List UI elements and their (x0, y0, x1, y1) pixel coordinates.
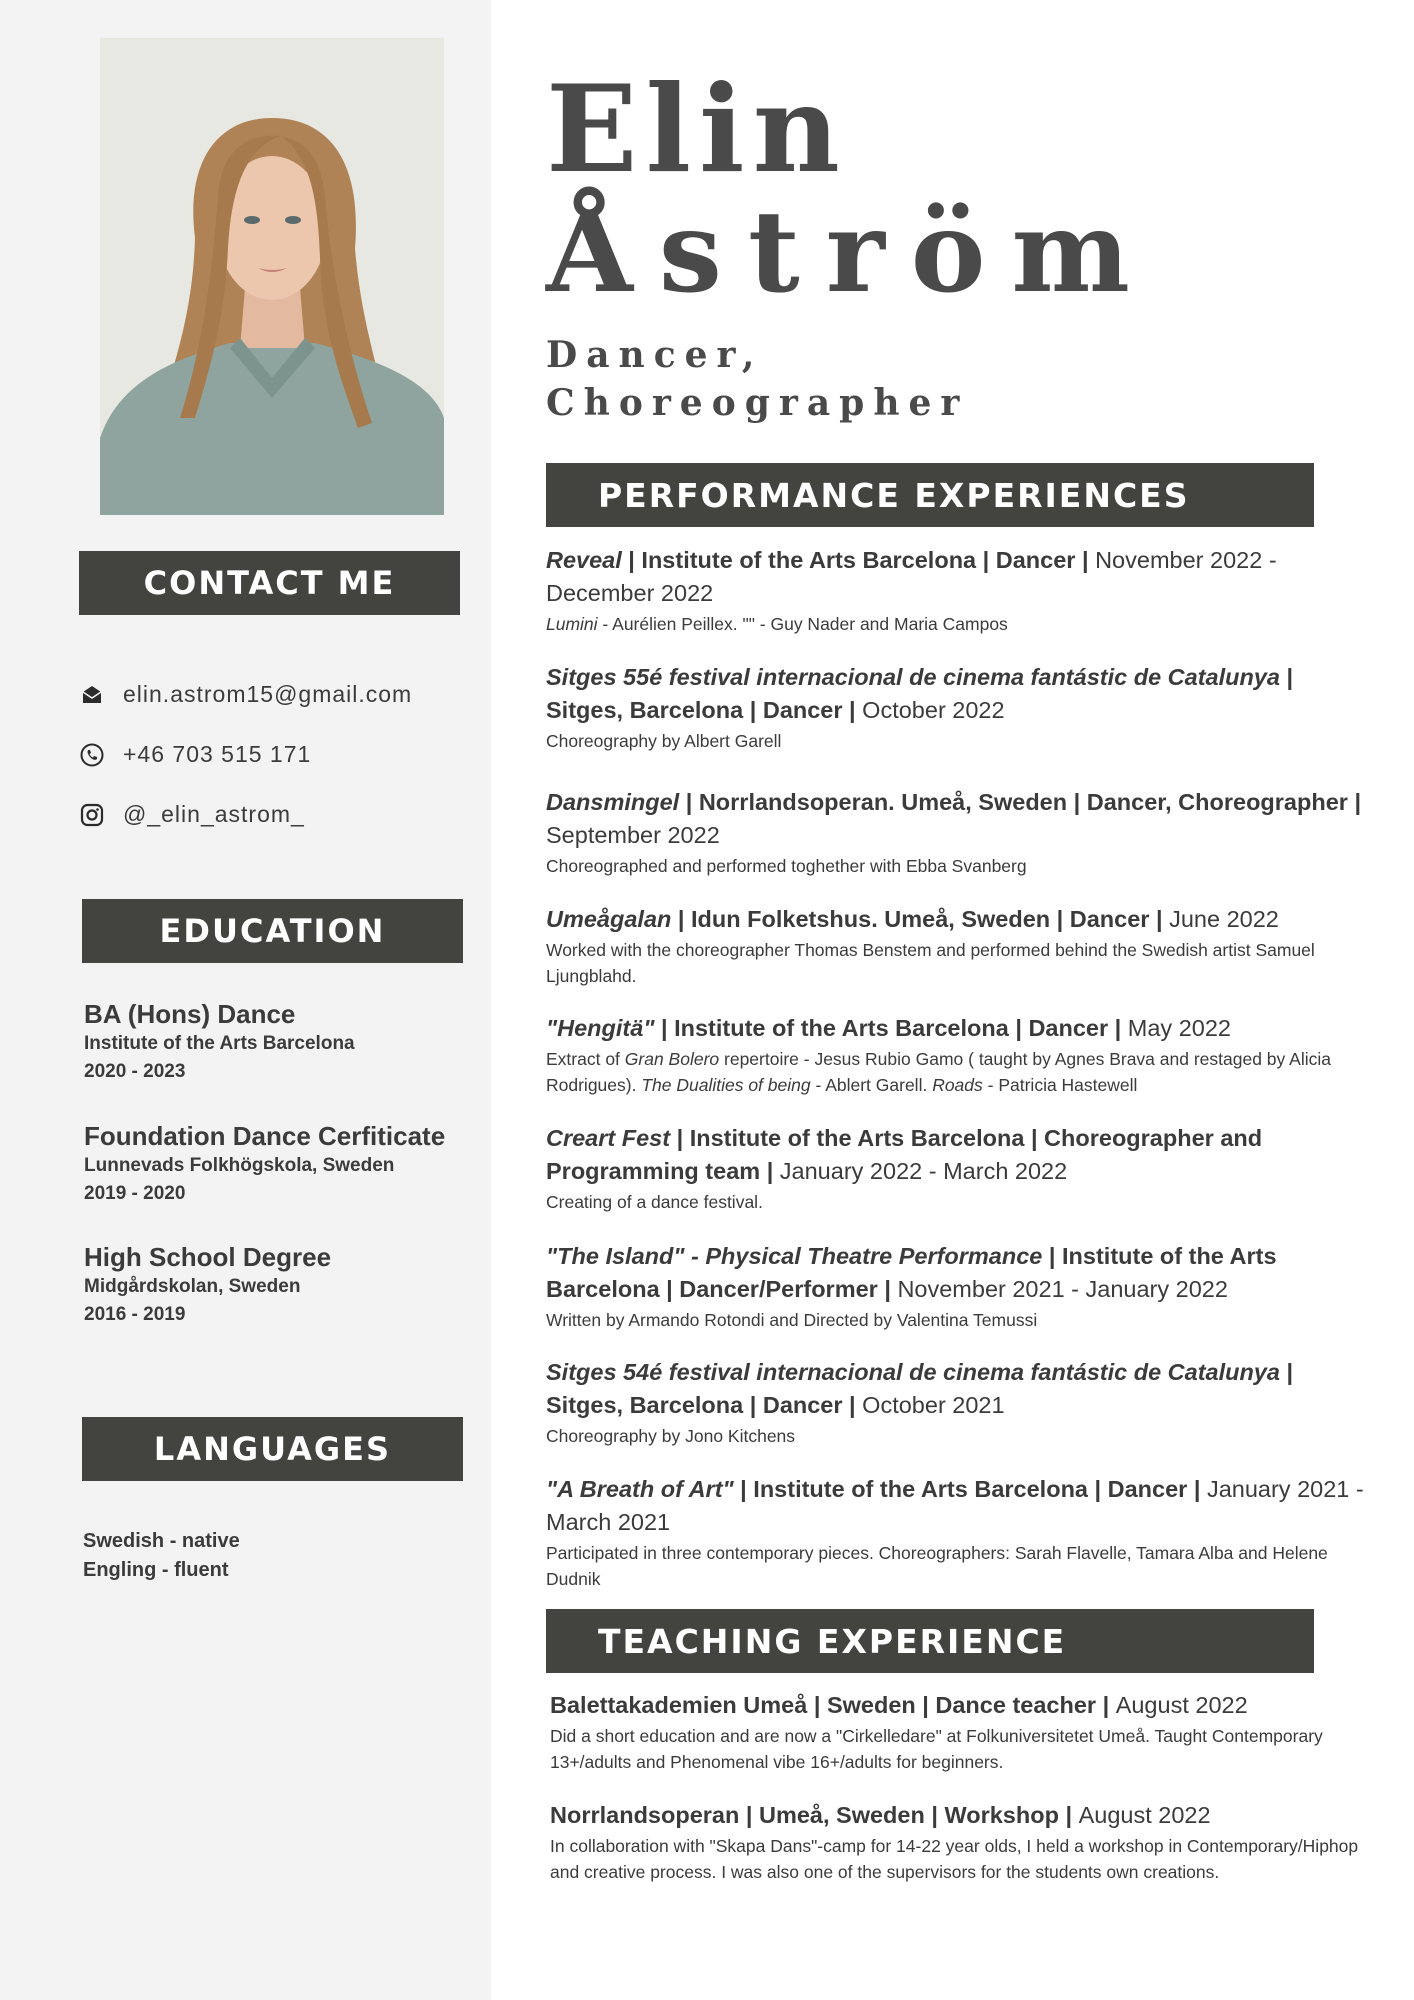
performance-title: Sitges 54é festival internacional de cinema fantástic de Catalunya (546, 1359, 1280, 1385)
education-school: Lunnevads Folkhögskola, Sweden (84, 1155, 395, 1176)
performance-details: | Institute of the Arts Barcelona | Dancer | (654, 1015, 1128, 1041)
profile-photo (100, 38, 444, 515)
performance-details: | Sitges, Barcelona | Dancer | (546, 1359, 1294, 1418)
performance-description (546, 1423, 1376, 1449)
performance-entry-heading (546, 1012, 1376, 1045)
performance-title: Creart Fest (546, 1125, 671, 1151)
performance-entry (546, 903, 1376, 989)
performance-title: Dansmingel (546, 789, 680, 815)
description-segment: The Dualities of being (641, 1075, 811, 1095)
performance-entry (546, 1473, 1376, 1592)
education-years: 2020 - 2023 (84, 1061, 186, 1082)
education-heading (82, 899, 463, 963)
teaching-date: August 2022 (1078, 1802, 1211, 1828)
teaching-entry (550, 1689, 1380, 1775)
description-segment: - Patricia Hastewell (982, 1075, 1138, 1095)
performance-title: "The Island" - Physical Theatre Performance (546, 1243, 1043, 1269)
education-school: Institute of the Arts Barcelona (84, 1033, 355, 1054)
job-title-line-2: Choreographer (546, 382, 969, 424)
performance-description (546, 853, 1376, 879)
performance-entry-heading (546, 1473, 1376, 1539)
performance-details: | Institute of the Arts Barcelona | Dancer | (621, 547, 1096, 573)
description-segment: Gran Bolero (624, 1049, 720, 1069)
education-years: 2016 - 2019 (84, 1304, 186, 1325)
languages-list (83, 1527, 240, 1585)
education-school: Midgårdskolan, Sweden (84, 1276, 301, 1297)
performance-heading (546, 463, 1314, 527)
description-segment: Choreographed and performed toghether with Ebba Svanberg (546, 856, 1027, 876)
performance-description (546, 1540, 1376, 1592)
performance-date: January 2022 - March 2022 (779, 1158, 1068, 1184)
performance-entry (546, 1356, 1376, 1449)
contact-email-row[interactable] (79, 681, 412, 708)
teaching-heading-label: TEACHING EXPERIENCE (598, 1621, 1067, 1661)
description-segment: Extract of (546, 1049, 625, 1069)
envelope-icon (79, 682, 105, 708)
education-item (84, 1241, 484, 1329)
description-segment: Roads (932, 1075, 983, 1095)
education-degree: Foundation Dance Cerfiticate (84, 1121, 446, 1151)
performance-date: September 2022 (546, 822, 720, 848)
teaching-entry (550, 1799, 1380, 1885)
description-segment: Choreography by Albert Garell (546, 731, 782, 751)
description-segment: Creating of a dance festival. (546, 1192, 763, 1212)
performance-date: January 2021 - March 2021 (546, 1476, 1364, 1535)
performance-entry-heading (546, 786, 1376, 852)
performance-entry-heading (546, 1240, 1376, 1306)
performance-date: October 2021 (862, 1392, 1005, 1418)
language-item: Swedish - native (83, 1530, 240, 1552)
performance-date: June 2022 (1169, 906, 1279, 932)
contact-heading-label: CONTACT ME (143, 564, 396, 602)
education-item (84, 1120, 484, 1208)
teaching-description: Did a short education and are now a "Cirkelledare" at Folkuniversitetet Umeå. Taught Contemporary 13+/adults and Phenomenal vibe 16+/adults for beginners. (550, 1726, 1323, 1772)
contact-phone[interactable]: +46 703 515 171 (123, 741, 312, 767)
performance-date: November 2022 - December 2022 (546, 547, 1277, 606)
performance-description (546, 937, 1376, 989)
language-item: Engling - fluent (83, 1559, 229, 1581)
performance-entry-heading (546, 1356, 1376, 1422)
performance-details: | Norrlandsoperan. Umeå, Sweden | Dancer, Choreographer | (679, 789, 1362, 815)
languages-heading (82, 1417, 463, 1481)
contact-instagram[interactable]: @_elin_astrom_ (123, 801, 305, 827)
performance-entry (546, 1240, 1376, 1333)
description-segment: Participated in three contemporary pieces. Choreographers: Sarah Flavelle, Tamara Alba and Helene Dudnik (546, 1543, 1328, 1589)
contact-email[interactable]: elin.astrom15@gmail.com (123, 681, 413, 707)
performance-details: | Idun Folketshus. Umeå, Sweden | Dancer | (671, 906, 1170, 932)
description-segment: Lumini (546, 614, 598, 634)
performance-date: May 2022 (1127, 1015, 1231, 1041)
description-segment: Written by Armando Rotondi and Directed by Valentina Temussi (546, 1310, 1038, 1330)
performance-entry-heading (546, 1122, 1376, 1188)
description-segment: repertoire - Jesus Rubio Gamo ( taught by Agnes Brava and restaged by Alicia Rodrigues). (546, 1049, 1331, 1095)
contact-phone-row[interactable] (79, 741, 311, 768)
performance-details: | Institute of the Arts Barcelona | Dancer | (733, 1476, 1207, 1502)
languages-heading-label: LANGUAGES (153, 1430, 392, 1468)
performance-description (546, 1307, 1376, 1333)
performance-date: October 2022 (862, 697, 1005, 723)
performance-entry-heading (546, 661, 1376, 727)
teaching-details: Balettakademien Umeå | Sweden | Dance teacher | (550, 1692, 1116, 1718)
instagram-icon (79, 802, 105, 828)
first-name: Elin (546, 59, 848, 200)
performance-title: Umeågalan (546, 906, 672, 932)
performance-entry (546, 786, 1376, 879)
teaching-entry-heading (550, 1689, 1380, 1722)
education-item (84, 998, 484, 1086)
performance-title: "Hengitä" (546, 1015, 655, 1041)
teaching-entry-heading (550, 1799, 1380, 1832)
education-years: 2019 - 2020 (84, 1183, 186, 1204)
performance-title: Reveal (546, 547, 622, 573)
description-segment: - Aurélien Peillex. "" - Guy Nader and Maria Campos (597, 614, 1008, 634)
performance-entry (546, 544, 1376, 637)
performance-description (546, 1189, 1376, 1215)
job-title-line-1: Dancer, (546, 334, 764, 376)
education-degree: High School Degree (84, 1242, 332, 1272)
teaching-heading (546, 1609, 1314, 1673)
teaching-date: August 2022 (1115, 1692, 1248, 1718)
phone-icon (79, 742, 105, 768)
education-degree: BA (Hons) Dance (84, 999, 296, 1029)
performance-details: | Sitges, Barcelona | Dancer | (546, 664, 1294, 723)
performance-description (546, 728, 1376, 754)
performance-details: | Institute of the Arts Barcelona | Choreographer and Programming team | (546, 1125, 1263, 1184)
education-heading-label: EDUCATION (159, 912, 386, 950)
performance-entry (546, 661, 1376, 754)
contact-instagram-row[interactable] (79, 801, 305, 828)
description-segment: Worked with the choreographer Thomas Benstem and performed behind the Swedish artist Samuel Ljungblahd. (546, 940, 1315, 986)
performance-entry-heading (546, 903, 1376, 936)
description-segment: Choreography by Jono Kitchens (546, 1426, 796, 1446)
description-segment: - Ablert Garell. (810, 1075, 933, 1095)
performance-date: November 2021 - January 2022 (897, 1276, 1228, 1302)
performance-description (546, 1046, 1376, 1098)
performance-heading-label: PERFORMANCE EXPERIENCES (598, 475, 1190, 515)
teaching-details: Norrlandsoperan | Umeå, Sweden | Workshop | (550, 1802, 1079, 1828)
performance-entry (546, 1012, 1376, 1098)
last-name: Åström (546, 187, 1156, 318)
performance-title: "A Breath of Art" (546, 1476, 734, 1502)
performance-title: Sitges 55é festival internacional de cinema fantástic de Catalunya (546, 664, 1280, 690)
contact-heading (79, 551, 460, 615)
teaching-description: In collaboration with "Skapa Dans"-camp for 14-22 year olds, I held a workshop in Contemporary/Hiphop and creative process. I was also one of the supervisors for the students own creations. (550, 1836, 1359, 1882)
performance-entry-heading (546, 544, 1376, 610)
performance-entry (546, 1122, 1376, 1215)
performance-details: | Institute of the Arts Barcelona | Dancer/Performer | (546, 1243, 1277, 1302)
performance-description (546, 611, 1376, 637)
